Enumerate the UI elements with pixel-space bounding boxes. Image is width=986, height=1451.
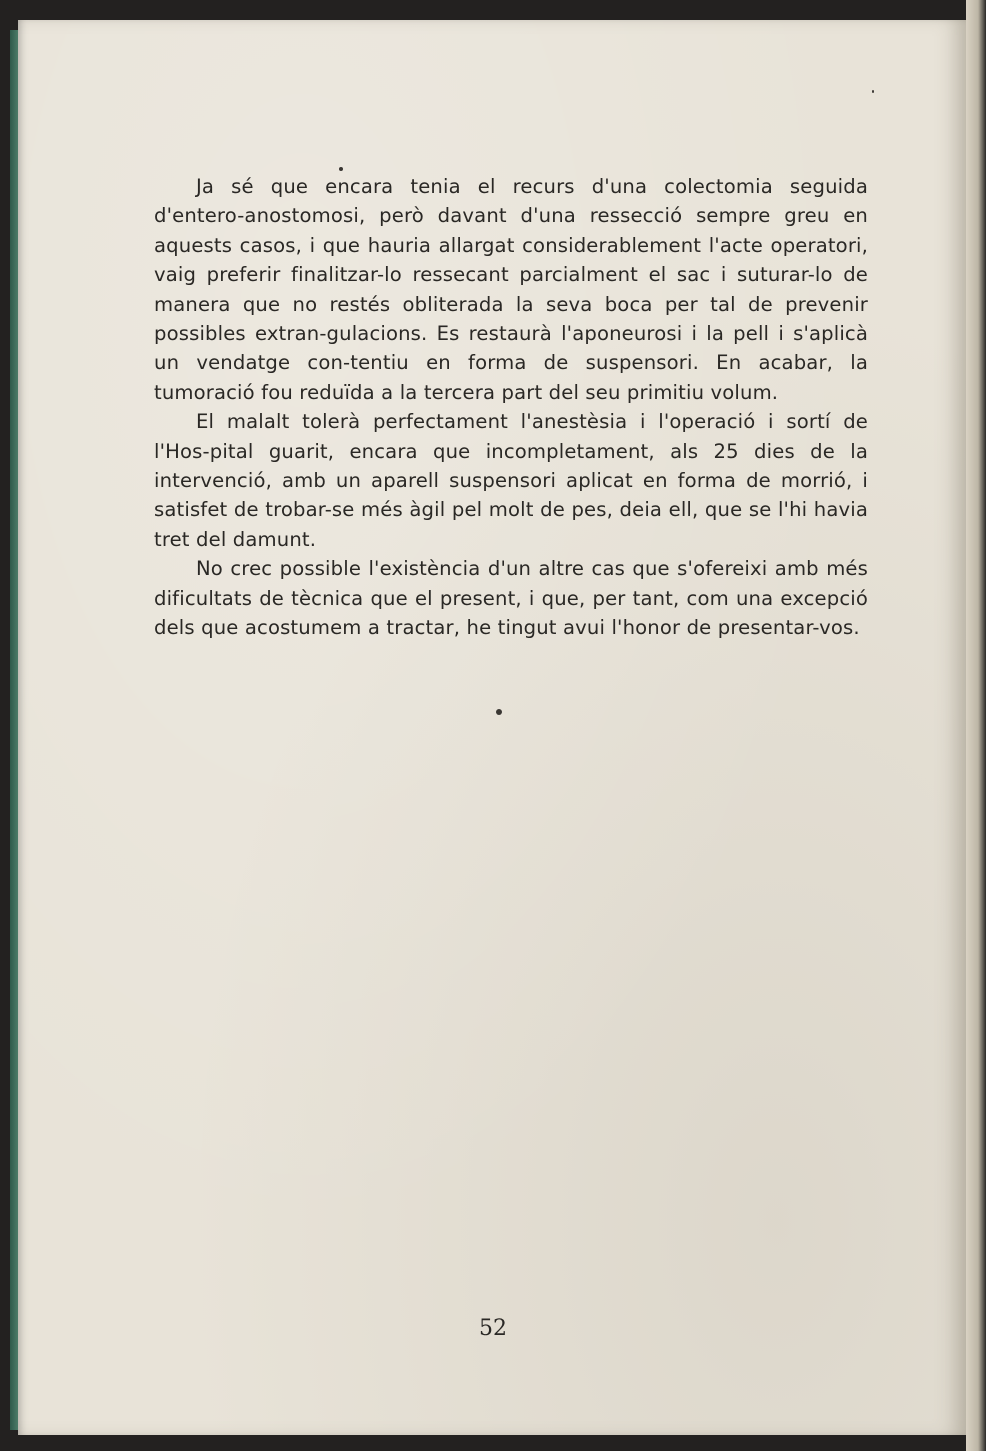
body-text — [154, 172, 868, 643]
paragraph: Ja sé que encara tenia el recurs d'una colectomia seguida d'entero-anostomosi, però davant d'una ressecció sempre greu en aquests casos, i que hauria allargat considerablement l'acte operatori, vaig preferir finalitzar-lo ressecant parcialment el sac i suturar-lo de manera que no restés obliterada la seva boca per tal de prevenir possibles extran-gulacions. Es restaurà l'aponeurosi i la pell i s'aplicà un vendatge con-tentiu en forma de suspensori. En acabar, la tumoració fou reduïda a la tercera part del seu primitiu volum. — [154, 175, 868, 404]
page-edge-shadow — [966, 0, 986, 1451]
ink-speck — [872, 90, 874, 93]
ink-speck — [496, 709, 502, 715]
binding-edge — [10, 30, 18, 1430]
page-number: 52 — [479, 1316, 507, 1341]
paragraph: El malalt tolerà perfectament l'anestèsia i l'operació i sortí de l'Hos-pital guarit, encara que incompletament, als 25 dies de la intervenció, amb un aparell suspensori aplicat en forma de morrió, i satisfet de trobar-se més àgil pel molt de pes, deia ell, que se l'hi havia tret del damunt. — [154, 410, 868, 551]
ink-speck — [339, 167, 343, 171]
paragraph: No crec possible l'existència d'un altre cas que s'ofereixi amb més dificultats de tècnica que el present, i que, per tant, com una excepció dels que acostumem a tractar, he tingut avui l'honor de presentar-vos. — [154, 557, 868, 640]
